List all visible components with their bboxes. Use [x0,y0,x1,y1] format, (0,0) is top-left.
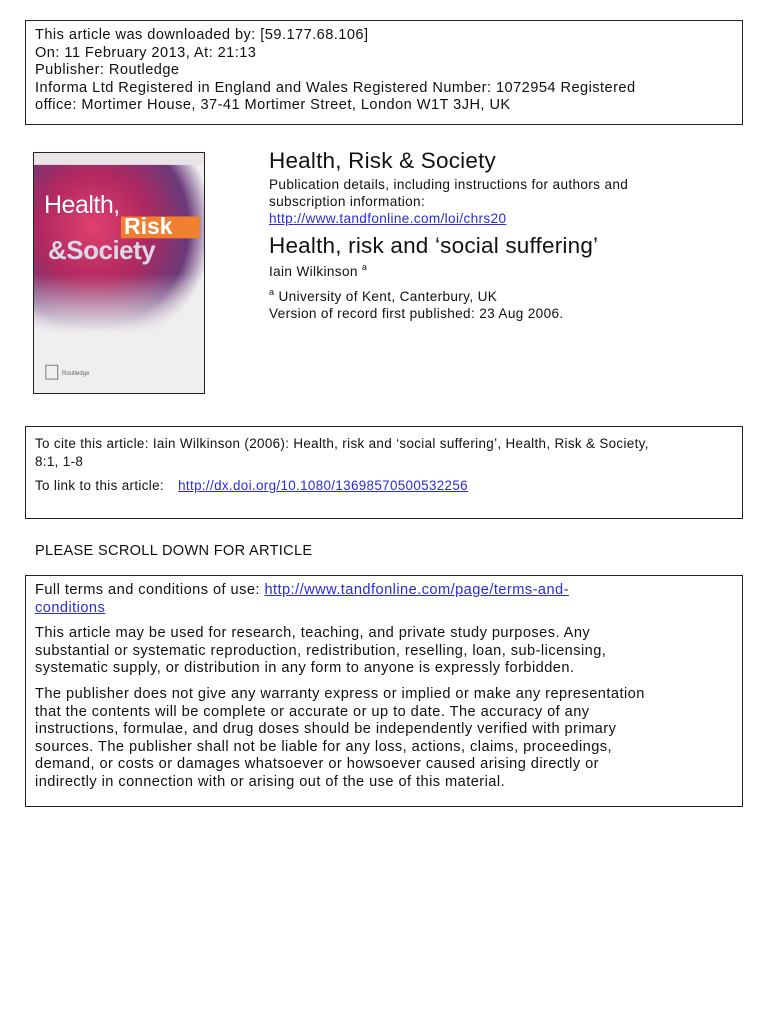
disclaimer-paragraph-line: that the contents will be complete or accurate or up to date. The accuracy of any [35,703,590,720]
disclaimer-paragraph [35,686,733,792]
download-notice-line: office: Mortimer House, 37-41 Mortimer Street, London W1T 3JH, UK [35,97,511,114]
cover-title-society: &Society [48,235,156,265]
download-notice-line: On: 11 February 2013, At: 21:13 [35,44,257,61]
article-title: Health, risk and ‘social suffering’ [269,233,599,258]
cover-title-health: Health, [44,191,120,219]
cover-artwork [34,153,204,393]
affiliation-text: University of Kent, Canterbury, UK [278,289,498,304]
usage-paragraph-line: This article may be used for research, teaching, and private study purposes. Any [35,625,591,642]
terms-and-conditions-box [25,575,743,807]
disclaimer-paragraph-line: indirectly in connection with or arising out of the use of this material. [35,773,506,790]
journal-url-link[interactable]: http://www.tandfonline.com/loi/chrs20 [269,211,507,226]
publication-details [269,176,739,227]
scroll-down-notice: PLEASE SCROLL DOWN FOR ARTICLE [35,543,313,559]
doi-link[interactable]: http://dx.doi.org/10.1080/13698570500532256 [178,478,468,494]
article-link-label: To link to this article: [35,478,164,494]
citation-box [25,426,743,519]
journal-cover-image[interactable] [33,152,205,394]
affiliation-marker: a [269,287,275,297]
terms-label: Full terms and conditions of use: [35,582,260,598]
affiliation-line [269,288,739,305]
cover-publisher-logo: Routledge [62,371,90,377]
usage-paragraph-line: substantial or systematic reproduction, redistribution, reselling, loan, sub-licensing, [35,642,607,659]
usage-paragraph-line: systematic supply, or distribution in any form to anyone is expressly forbidden. [35,660,575,677]
terms-url-link[interactable]: http://www.tandfonline.com/page/terms-and- [264,582,569,598]
cover-title-risk: Risk [124,213,173,239]
version-of-record: Version of record first published: 23 Aug 2006. [269,306,564,321]
author-line [269,263,739,280]
disclaimer-paragraph-line: The publisher does not give any warranty express or implied or make any representation [35,685,645,702]
usage-paragraph [35,625,733,678]
citation-text: 8:1, 1-8 [35,453,84,469]
download-notice-box [25,20,743,125]
disclaimer-paragraph-line: instructions, formulae, and drug doses should be independently verified with primary [35,721,617,738]
terms-url-row [35,582,733,617]
download-notice-line: This article was downloaded by: [59.177.68.106] [35,27,369,43]
article-header [269,146,739,322]
author-affiliation-marker: a [361,262,368,272]
publication-details-line: subscription information: [269,194,426,209]
journal-title: Health, Risk & Society [269,148,496,173]
disclaimer-paragraph-line: sources. The publisher shall not be liable for any loss, actions, claims, proceedings, [35,738,613,755]
download-notice-line: Informa Ltd Registered in England and Wales Registered Number: 1072954 Registered [35,79,636,96]
disclaimer-paragraph-line: demand, or costs or damages whatsoever or howsoever caused arising directly or [35,756,599,773]
download-notice-line: Publisher: Routledge [35,62,180,79]
article-link-row [35,477,733,495]
author-name: Iain Wilkinson [269,264,358,279]
citation-text: To cite this article: Iain Wilkinson (2006): Health, risk and ‘social suffering’, Health, Risk & Society, [35,436,649,451]
publication-details-line: Publication details, including instructions for authors and [269,177,629,192]
terms-url-link-continued[interactable]: conditions [35,599,106,616]
